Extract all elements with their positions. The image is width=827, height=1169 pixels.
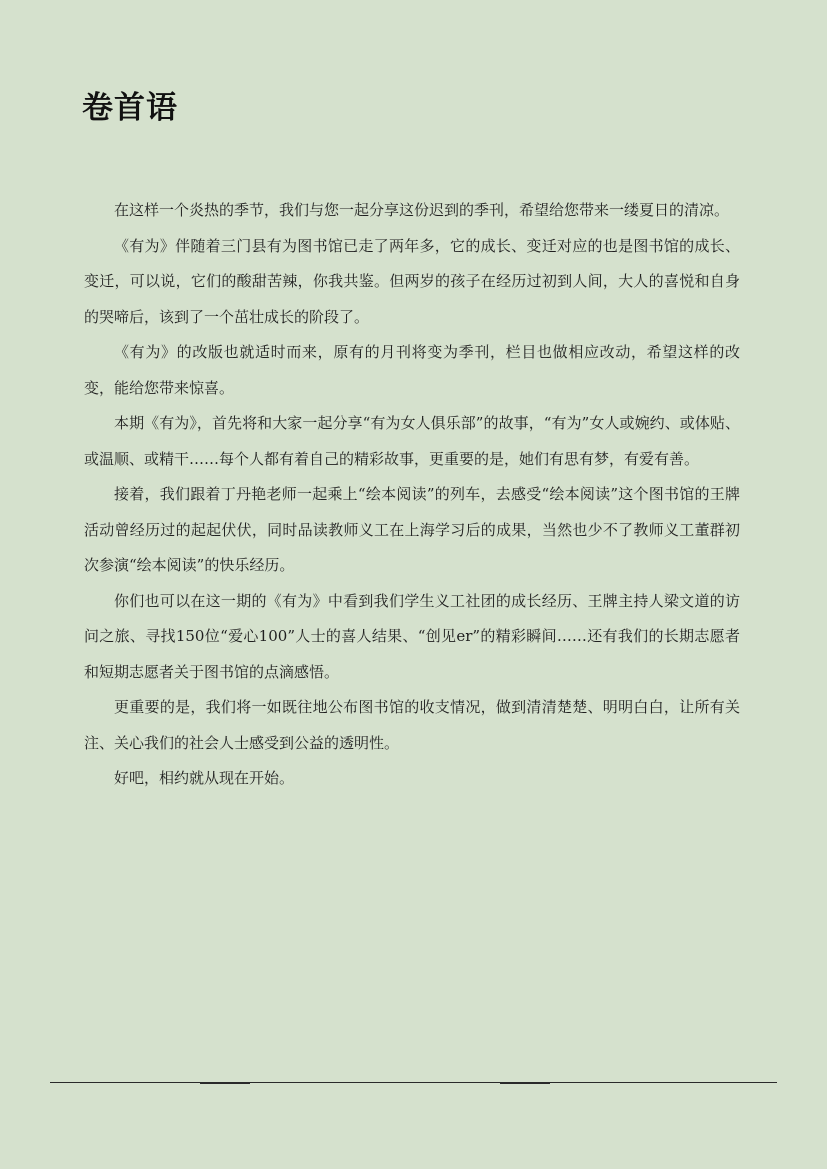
page-title: 卷首语 (82, 90, 178, 126)
paragraph: 《有为》的改版也就适时而来，原有的月刊将变为季刊，栏目也做相应改动，希望这样的改变，能给您带来惊喜。 (84, 343, 740, 397)
paragraph: 好吧，相约就从现在开始。 (114, 769, 295, 787)
divider-accent (200, 1082, 250, 1084)
footer-divider (50, 1082, 777, 1083)
paragraph: 本期《有为》，首先将和大家一起分享“有为女人俱乐部”的故事，“有为”女人或婉约、或体贴、或温顺、或精干……每个人都有着自己的精彩故事，更重要的是，她们有思有梦，有爱有善。 (84, 414, 740, 468)
paragraph: 在这样一个炎热的季节，我们与您一起分享这份迟到的季刊，希望给您带来一缕夏日的清凉。 (114, 201, 730, 219)
body-text (84, 193, 740, 797)
paragraph: 你们也可以在这一期的《有为》中看到我们学生义工社团的成长经历、王牌主持人梁文道的访问之旅、寻找150位“爱心100”人士的喜人结果、“创见er”的精彩瞬间……还有我们的长期志愿者和短期志愿者关于图书馆的点滴感悟。 (84, 591, 740, 681)
divider-accent (500, 1082, 550, 1084)
paragraph: 接着，我们跟着丁丹艳老师一起乘上“绘本阅读”的列车，去感受“绘本阅读”这个图书馆的王牌活动曾经历过的起起伏伏，同时品读教师义工在上海学习后的成果，当然也少不了教师义工董群初次参演“绘本阅读”的快乐经历。 (84, 485, 740, 574)
paragraph: 更重要的是，我们将一如既往地公布图书馆的收支情况，做到清清楚楚、明明白白，让所有关注、关心我们的社会人士感受到公益的透明性。 (84, 698, 740, 752)
paragraph: 《有为》伴随着三门县有为图书馆已走了两年多，它的成长、变迁对应的也是图书馆的成长、变迁，可以说，它们的酸甜苦辣，你我共鉴。但两岁的孩子在经历过初到人间，大人的喜悦和自身的哭啼后，该到了一个茁壮成长的阶段了。 (84, 236, 740, 326)
